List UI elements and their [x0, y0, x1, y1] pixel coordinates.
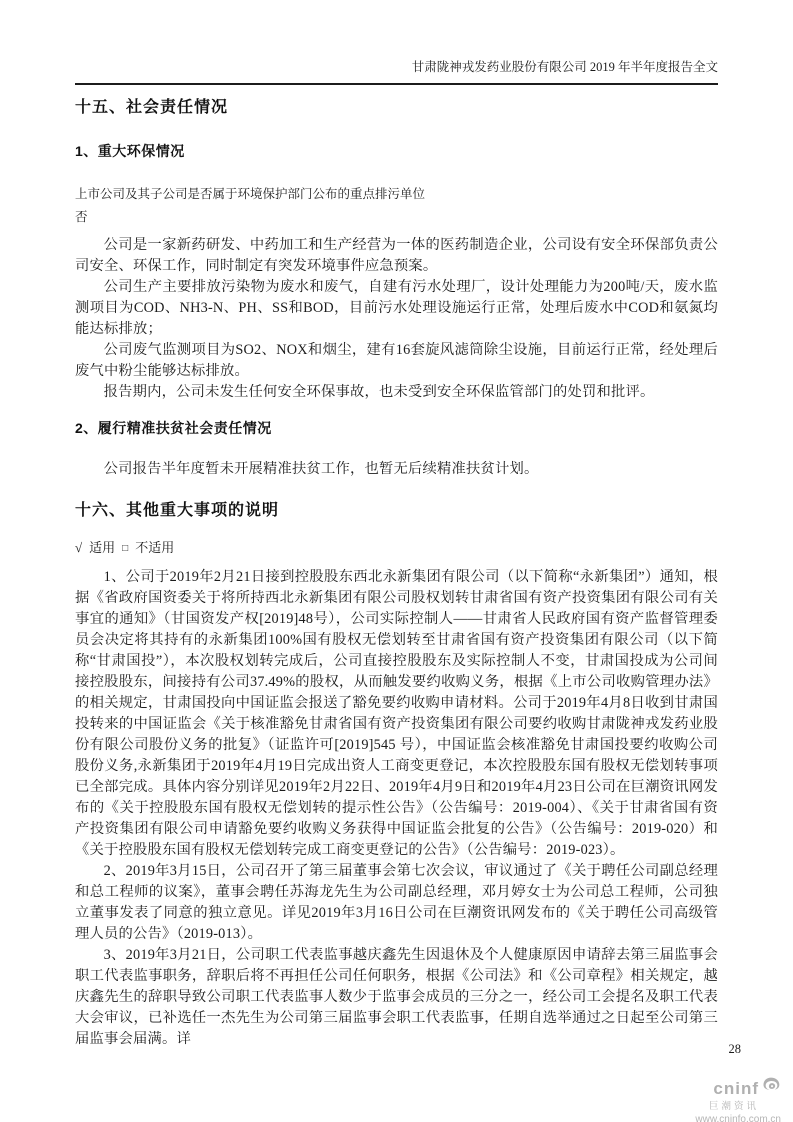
section-15-title: 十五、社会责任情况 [75, 99, 229, 116]
applicable-label: 适用 [89, 540, 116, 555]
unchecked-box-icon: □ [122, 543, 129, 554]
cninfo-logo-text: cninf [713, 1078, 759, 1098]
not-applicable-label: 不适用 [135, 540, 175, 555]
applicability-row [75, 539, 718, 557]
cninfo-watermark [695, 1076, 781, 1122]
env-paragraph-1: 公司是一家新药研发、中药加工和生产经营为一体的医药制造企业，公司设有安全环保部负责公司安全、环保工作，同时制定有突发环境事件应急预案。 [75, 237, 718, 274]
header-title: 甘肃陇神戎发药业股份有限公司 2019 年半年度报告全文 [411, 60, 718, 74]
cninfo-logo-row [695, 1076, 781, 1100]
cninfo-logo-chinese: 巨潮资讯 [708, 1101, 759, 1112]
cninfo-url: www.cninfo.com.cn [695, 1113, 781, 1122]
env-paragraph-3: 公司废气监测项目为SO2、NOX和烟尘，建有16套旋风滤筒除尘设施，目前运行正常，经处理后废气中粉尘能够达标排放。 [75, 342, 718, 379]
cninfo-swirl-icon [761, 1076, 781, 1100]
subsection-env-title: 1、重大环保情况 [75, 143, 185, 159]
env-answer: 否 [75, 210, 88, 224]
env-paragraph-2: 公司生产主要排放污染物为废水和废气，自建有污水处理厂，设计处理能力为200吨/天，废水监测项目为COD、NH3-N、PH、SS和BOD，目前污水处理设施运行正常，处理后废水中COD和氨氮均能达标排放； [75, 279, 718, 337]
subsection-poverty-title: 2、履行精准扶贫社会责任情况 [75, 420, 272, 436]
section-16-title: 十六、其他重大事项的说明 [75, 502, 280, 519]
check-mark-icon: √ [75, 540, 83, 555]
other-matters-paragraph-1: 1、公司于2019年2月21日接到控股股东西北永新集团有限公司（以下简称“永新集团”）通知，根据《省政府国资委关于将所持西北永新集团有限公司股权划转甘肃省国有资产投资集团有限公司有关事宜的通知》（甘国资发产权[2019]48号），公司实际控制人——甘肃省人民政府国有资产监督管理委员会决定将其持有的永新集团100%国有股权无偿划转至甘肃省国有资产投资集团有限公司（以下简称“甘肃国投”），本次股权划转完成后，公司直接控股股东及实际控制人不变，甘肃国投成为公司间接控股股东，间接持有公司37.49%的股权，从而触发要约收购义务，根据《上市公司收购管理办法》的相关规定，甘肃国投向中国证监会报送了豁免要约收购申请材料。公司于2019年4月8日收到甘肃国投转来的中国证监会《关于核准豁免甘肃省国有资产投资集团有限公司要约收购甘肃陇神戎发药业股份有限公司股份义务的批复》（证监许可[2019]545 号），中国证监会核准豁免甘肃国投要约收购公司股份义务,永新集团于2019年4月19日完成出资人工商变更登记，本次控股股东国有股权无偿划转事项已全部完成。具体内容分别详见2019年2月22日、2019年4月9日和2019年4月23日公司在巨潮资讯网发布的《关于控股股东国有股权无偿划转的提示性公告》（公告编号：2019-004）、《关于甘肃省国有资产投资集团有限公司申请豁免要约收购义务获得中国证监会批复的公告》（公告编号：2019-020）和《关于控股股东国有股权无偿划转完成工商变更登记的公告》（公告编号：2019-023）。 [75, 569, 718, 858]
page-number: 28 [728, 1042, 741, 1056]
other-matters-paragraph-2: 2、2019年3月15日，公司召开了第三届董事会第七次会议，审议通过了《关于聘任公司副总经理和总工程师的议案》，董事会聘任苏海龙先生为公司副总经理，邓月婷女士为公司总工程师，公司独立董事发表了同意的独立意见。详见2019年3月16日公司在巨潮资讯网发布的《关于聘任公司高级管理人员的公告》（2019-013）。 [75, 863, 718, 942]
poverty-paragraph: 公司报告半年度暂未开展精准扶贫工作，也暂无后续精准扶贫计划。 [103, 461, 539, 477]
env-paragraph-4: 报告期内，公司未发生任何安全环保事故，也未受到安全环保监管部门的处罚和批评。 [103, 384, 655, 400]
env-question: 上市公司及其子公司是否属于环境保护部门公布的重点排污单位 [75, 187, 426, 201]
other-matters-paragraph-3: 3、2019年3月21日，公司职工代表监事越庆鑫先生因退休及个人健康原因申请辞去第三届监事会职工代表监事职务，辞职后将不再担任公司任何职务，根据《公司法》和《公司章程》相关规定，越庆鑫先生的辞职导致公司职工代表监事人数少于监事会成员的三分之一，经公司工会提名及职工代表大会审议，已补选任一杰先生为公司第三届监事会职工代表监事，任期自选举通过之日起至公司第三届监事会届满。详 [75, 947, 718, 1047]
page-header [75, 56, 718, 85]
